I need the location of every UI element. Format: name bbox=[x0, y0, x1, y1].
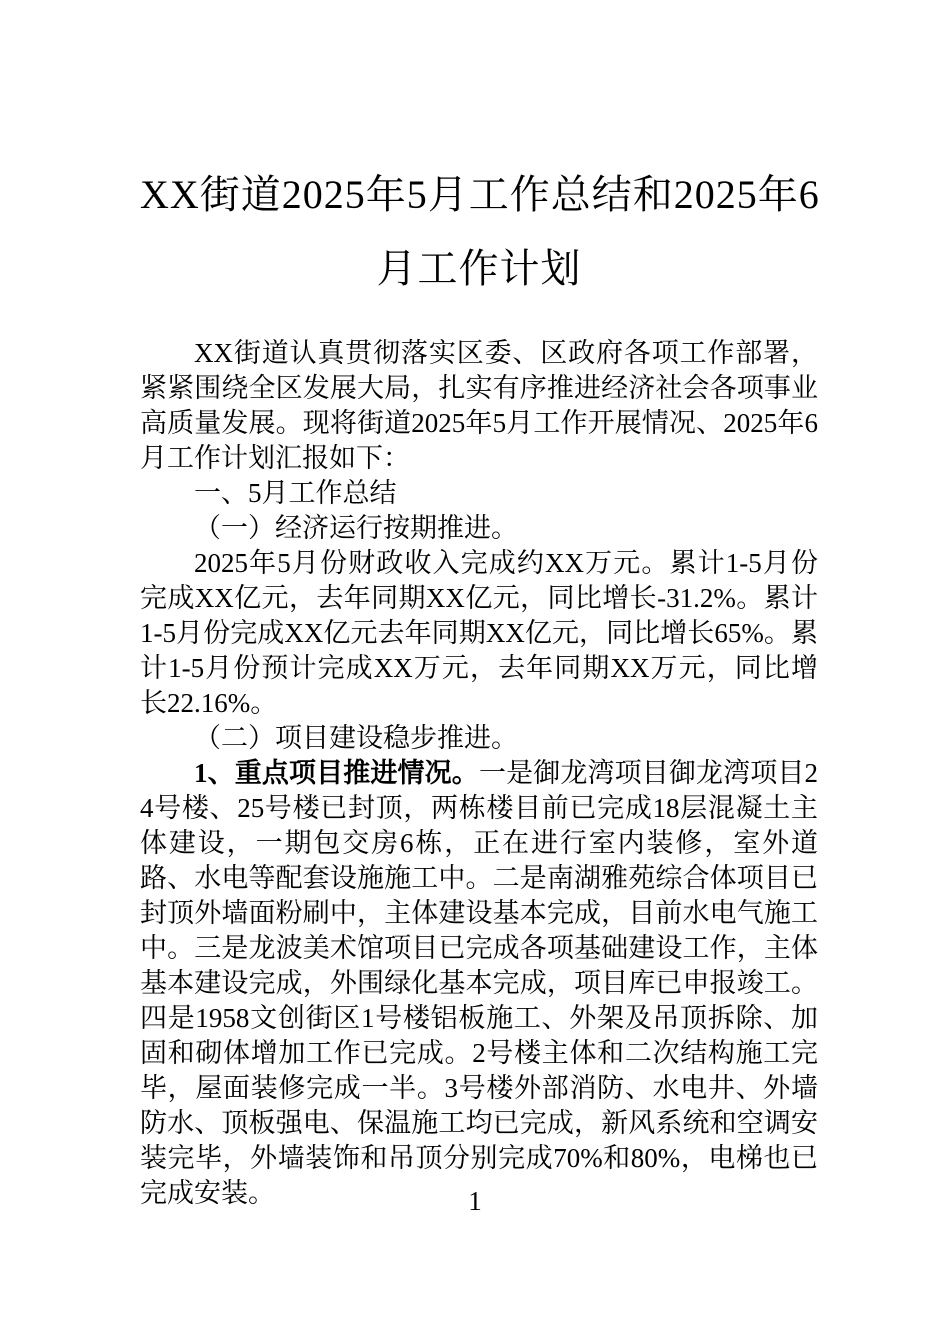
document-title-line-2: 月工作计划 bbox=[376, 246, 582, 291]
page-number: 1 bbox=[468, 1186, 482, 1216]
heading-project-construction: （二）项目建设稳步推进。 bbox=[194, 723, 518, 753]
paragraph-key-projects bbox=[140, 756, 818, 1211]
heading-economic-operation: （一）经济运行按期推进。 bbox=[194, 513, 518, 543]
document-title bbox=[140, 158, 818, 306]
paragraph-fiscal-revenue: 2025年5月份财政收入完成约XX万元。累计1-5月份完成XX亿元，去年同期XX亿元，同比增长-31.2%。累计1-5月份完成XX亿元去年同期XX亿元，同比增长65%。累计1-5月份预计完成XX万元，去年同期XX万元，同比增长22.16%。 bbox=[140, 548, 818, 718]
document-title-line-1: XX街道2025年5月工作总结和2025年6 bbox=[140, 172, 820, 217]
paragraph-intro: XX街道认真贯彻落实区委、区政府各项工作部署，紧紧围绕全区发展大局，扎实有序推进经济社会各项事业高质量发展。现将街道2025年5月工作开展情况、2025年6月工作计划汇报如下： bbox=[140, 338, 818, 473]
document-content bbox=[140, 158, 818, 1211]
key-projects-body-text: 一是御龙湾项目御龙湾项目24号楼、25号楼已封顶，两栋楼目前已完成18层混凝土主体建设，一期包交房6栋，正在进行室内装修，室外道路、水电等配套设施施工中。二是南湖雅苑综合体项目已封顶外墙面粉刷中，主体建设基本完成，目前水电气施工中。三是龙波美术馆项目已完成各项基础建设工作，主体基本建设完成，外围绿化基本完成，项目库已申报竣工。四是1958文创街区1号楼铝板施工、外架及吊顶拆除、加固和砌体增加工作已完成。2号楼主体和二次结构施工完毕，屋面装修完成一半。3号楼外部消防、水电井、外墙防水、顶板强电、保温施工均已完成，新风系统和空调安装完毕，外墙装饰和吊顶分别完成70%和80%，电梯也已完成安装。 bbox=[140, 758, 819, 1208]
heading-may-work-summary: 一、5月工作总结 bbox=[194, 478, 397, 508]
key-projects-bold-lead: 1、重点项目推进情况。 bbox=[194, 758, 479, 788]
